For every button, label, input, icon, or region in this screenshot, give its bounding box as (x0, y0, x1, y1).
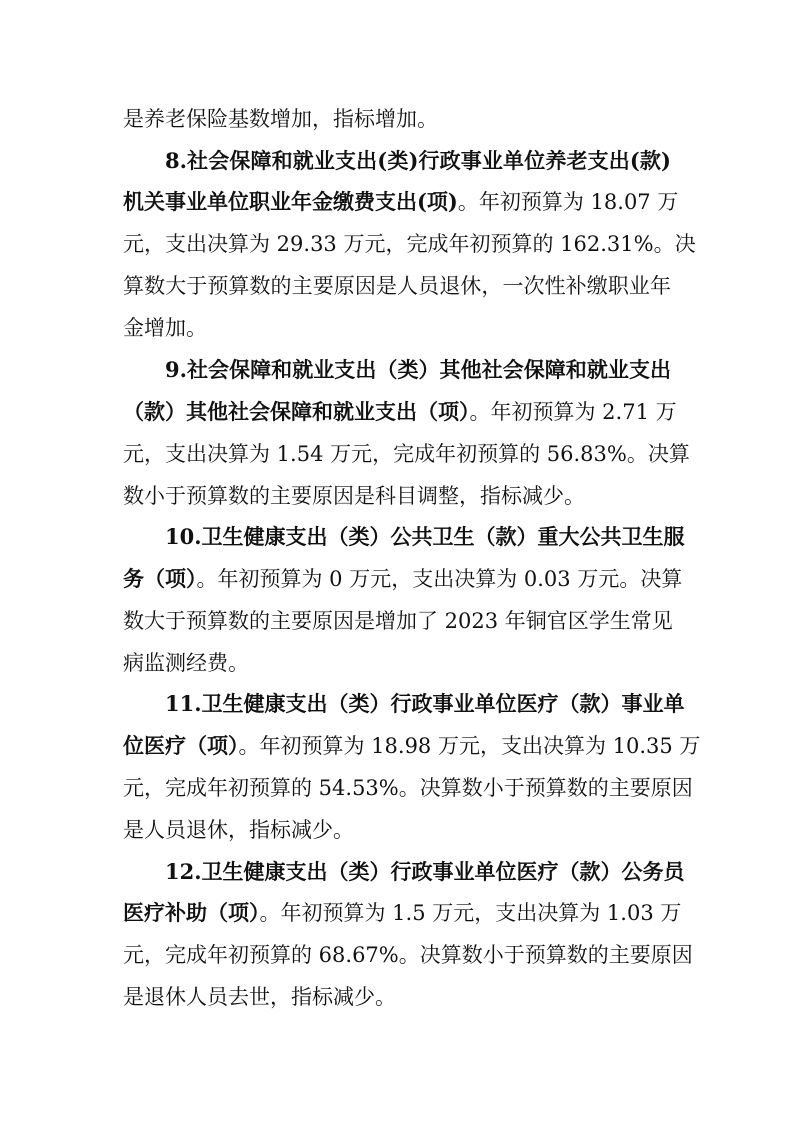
body-text: 是退休人员去世，指标减少。 (123, 985, 396, 1009)
paragraph-12-line (123, 977, 671, 1017)
body-text: 数小于预算数的主要原因是科目调整，指标减少。 (123, 484, 585, 508)
item-heading: 位医疗（项） (123, 733, 239, 758)
paragraph-11-line (123, 726, 701, 766)
body-text: 元，支出决算为 29.33 万元，完成年初预算的 162.31%。决 (123, 232, 696, 256)
paragraph-9-line (123, 392, 677, 432)
paragraph-line (123, 99, 671, 139)
paragraph-11-line (123, 810, 671, 850)
paragraph-11-line (123, 768, 693, 808)
item-heading: 10.卫生健康支出（类）公共卫生（款）重大公共卫生服 (165, 524, 685, 549)
item-heading: 务（项） (123, 566, 197, 591)
body-text: 算数大于预算数的主要原因是人员退休，一次性补缴职业年 (123, 274, 671, 298)
paragraph-12-line (123, 935, 693, 975)
paragraph-9-line (123, 434, 690, 474)
paragraph-9-line (123, 476, 671, 516)
body-text: 。年初预算为 18.07 万 (457, 190, 679, 214)
item-heading: 11.卫生健康支出（类）行政事业单位医疗（款）事业单 (165, 691, 685, 716)
paragraph-8-line (123, 266, 671, 306)
body-text: 是人员退休，指标减少。 (123, 818, 354, 842)
paragraph-8-line (123, 182, 679, 222)
paragraph-12-heading-line (165, 852, 685, 892)
body-text: 。年初预算为 18.98 万元，支出决算为 10.35 万 (238, 734, 701, 758)
paragraph-10-line (123, 559, 683, 599)
item-heading: （款）其他社会保障和就业支出（项） (123, 399, 470, 424)
paragraph-10-heading-line (165, 517, 685, 557)
paragraph-8-line (123, 308, 671, 348)
paragraph-10-line (123, 643, 671, 683)
paragraph-9-heading-line (165, 350, 671, 390)
body-text: 。年初预算为 0 万元，支出决算为 0.03 万元。决算 (196, 567, 683, 591)
body-text: 元，支出决算为 1.54 万元，完成年初预算的 56.83%。决算 (123, 442, 690, 466)
paragraph-11-heading-line (165, 684, 685, 724)
item-heading: 9.社会保障和就业支出（类）其他社会保障和就业支出 (165, 357, 671, 382)
body-text: 是养老保险基数增加，指标增加。 (123, 107, 438, 131)
item-heading: 机关事业单位职业年金缴费支出(项) (123, 189, 458, 214)
paragraph-10-line (123, 601, 671, 641)
item-heading: 12.卫生健康支出（类）行政事业单位医疗（款）公务员 (165, 859, 685, 884)
body-text: 。年初预算为 2.71 万 (469, 400, 677, 424)
body-text: 数大于预算数的主要原因是增加了 2023 年铜官区学生常见 (123, 609, 673, 633)
paragraph-12-line (123, 893, 682, 933)
item-heading: 医疗补助（项） (123, 900, 260, 925)
body-text: 元，完成年初预算的 68.67%。决算数小于预算数的主要原因 (123, 943, 693, 967)
body-text: 。年初预算为 1.5 万元，支出决算为 1.03 万 (259, 901, 682, 925)
body-text: 金增加。 (123, 316, 207, 340)
body-text: 病监测经费。 (123, 651, 249, 675)
body-text: 元，完成年初预算的 54.53%。决算数小于预算数的主要原因 (123, 776, 693, 800)
paragraph-8-heading-line (165, 141, 671, 181)
item-heading: 8.社会保障和就业支出(类)行政事业单位养老支出(款) (165, 148, 671, 173)
paragraph-8-line (123, 224, 696, 264)
